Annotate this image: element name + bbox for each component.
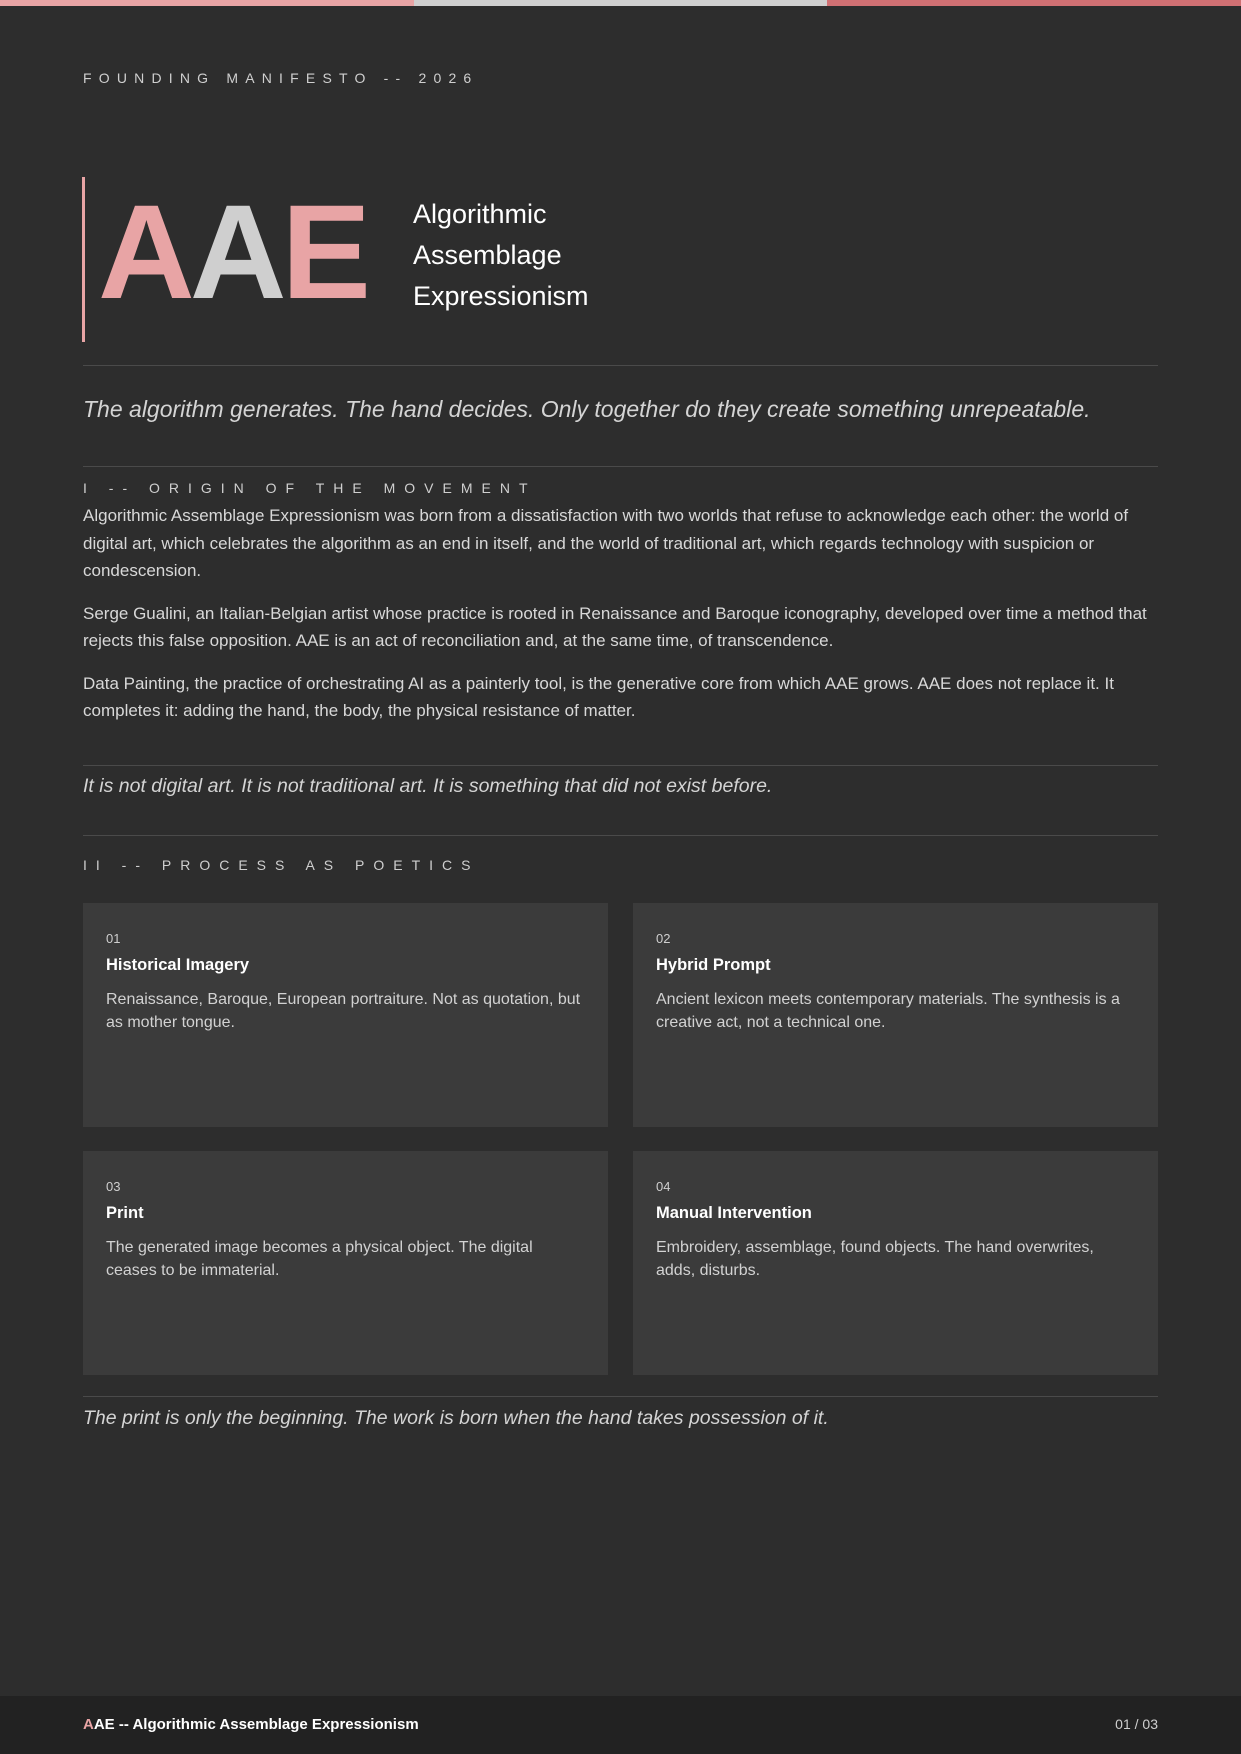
- footer-brand-accent: A: [83, 1716, 94, 1733]
- top-bar-segment-grey: [414, 0, 828, 6]
- section-2-quote: The print is only the beginning. The work is born when the hand takes possession of it.: [83, 1407, 829, 1429]
- tagline: The algorithm generates. The hand decides. Only together do they create something unrepeatable.: [83, 396, 1091, 422]
- process-card: [83, 903, 608, 1127]
- logo-letter-3: E: [281, 178, 366, 327]
- card-description: Renaissance, Baroque, European portraiture. Not as quotation, but as mother tongue.: [106, 991, 581, 1031]
- process-card: [633, 903, 1158, 1127]
- process-card: [633, 1151, 1158, 1375]
- footer: [0, 1696, 1241, 1754]
- divider: [83, 365, 1158, 366]
- card-number: 02: [656, 931, 671, 946]
- section-1-label: I -- ORIGIN OF THE MOVEMENT: [83, 480, 537, 496]
- header-kicker: FOUNDING MANIFESTO -- 2026: [83, 70, 479, 86]
- movement-name-line: Algorithmic: [413, 199, 547, 229]
- movement-name-line: Expressionism: [413, 281, 589, 311]
- hero-accent-rule: [82, 177, 85, 342]
- aae-logo: [98, 178, 366, 327]
- footer-brand-text: AE -- Algorithmic Assemblage Expressionism: [93, 1716, 419, 1733]
- card-title: Hybrid Prompt: [656, 956, 771, 974]
- divider: [83, 1396, 1158, 1397]
- paragraph: Algorithmic Assemblage Expressionism was born from a dissatisfaction with two worlds that refuse to acknowledge each other: the world of digital art, which celebrates the algorithm as an end in itself, and the world of traditional art, which regards technology with suspicion or condescension.: [83, 506, 1129, 580]
- process-cards: [83, 903, 1158, 1376]
- divider: [83, 835, 1158, 836]
- footer-brand: [83, 1716, 419, 1733]
- section-1-quote: It is not digital art. It is not traditional art. It is something that did not exist before.: [83, 775, 773, 797]
- card-number: 04: [656, 1179, 671, 1194]
- logo-letter-2: A: [189, 178, 282, 327]
- logo-letter-1: A: [98, 178, 190, 327]
- process-card: [83, 1151, 608, 1375]
- card-description: Ancient lexicon meets contemporary materials. The synthesis is a creative act, not a technical one.: [656, 991, 1120, 1031]
- card-title: Historical Imagery: [106, 956, 250, 974]
- card-number: 01: [106, 931, 121, 946]
- top-color-bar: [0, 0, 1241, 6]
- paragraph: Data Painting, the practice of orchestrating AI as a painterly tool, is the generative core from which AAE grows. AAE does not replace it. It completes it: adding the hand, the body, the physical resistance of matter.: [83, 673, 1114, 720]
- card-title: Print: [106, 1204, 144, 1222]
- card-description: Embroidery, assemblage, found objects. The hand overwrites, adds, disturbs.: [656, 1239, 1094, 1279]
- divider: [83, 466, 1158, 467]
- card-number: 03: [106, 1179, 121, 1194]
- movement-name: [413, 194, 589, 317]
- card-title: Manual Intervention: [656, 1204, 812, 1222]
- paragraph: Serge Gualini, an Italian-Belgian artist whose practice is rooted in Renaissance and Baroque iconography, developed over time a method that rejects this false opposition. AAE is an act of reconciliation and, at the same time, of transcendence.: [83, 603, 1147, 650]
- divider: [83, 765, 1158, 766]
- card-description: The generated image becomes a physical object. The digital ceases to be immaterial.: [106, 1239, 533, 1279]
- page-number: 01 / 03: [1115, 1716, 1158, 1732]
- top-bar-segment-pink: [0, 0, 414, 6]
- top-bar-segment-red: [827, 0, 1241, 6]
- movement-name-line: Assemblage: [413, 240, 562, 270]
- section-1-body: [83, 502, 1158, 740]
- section-2-label: II -- PROCESS AS POETICS: [83, 857, 480, 873]
